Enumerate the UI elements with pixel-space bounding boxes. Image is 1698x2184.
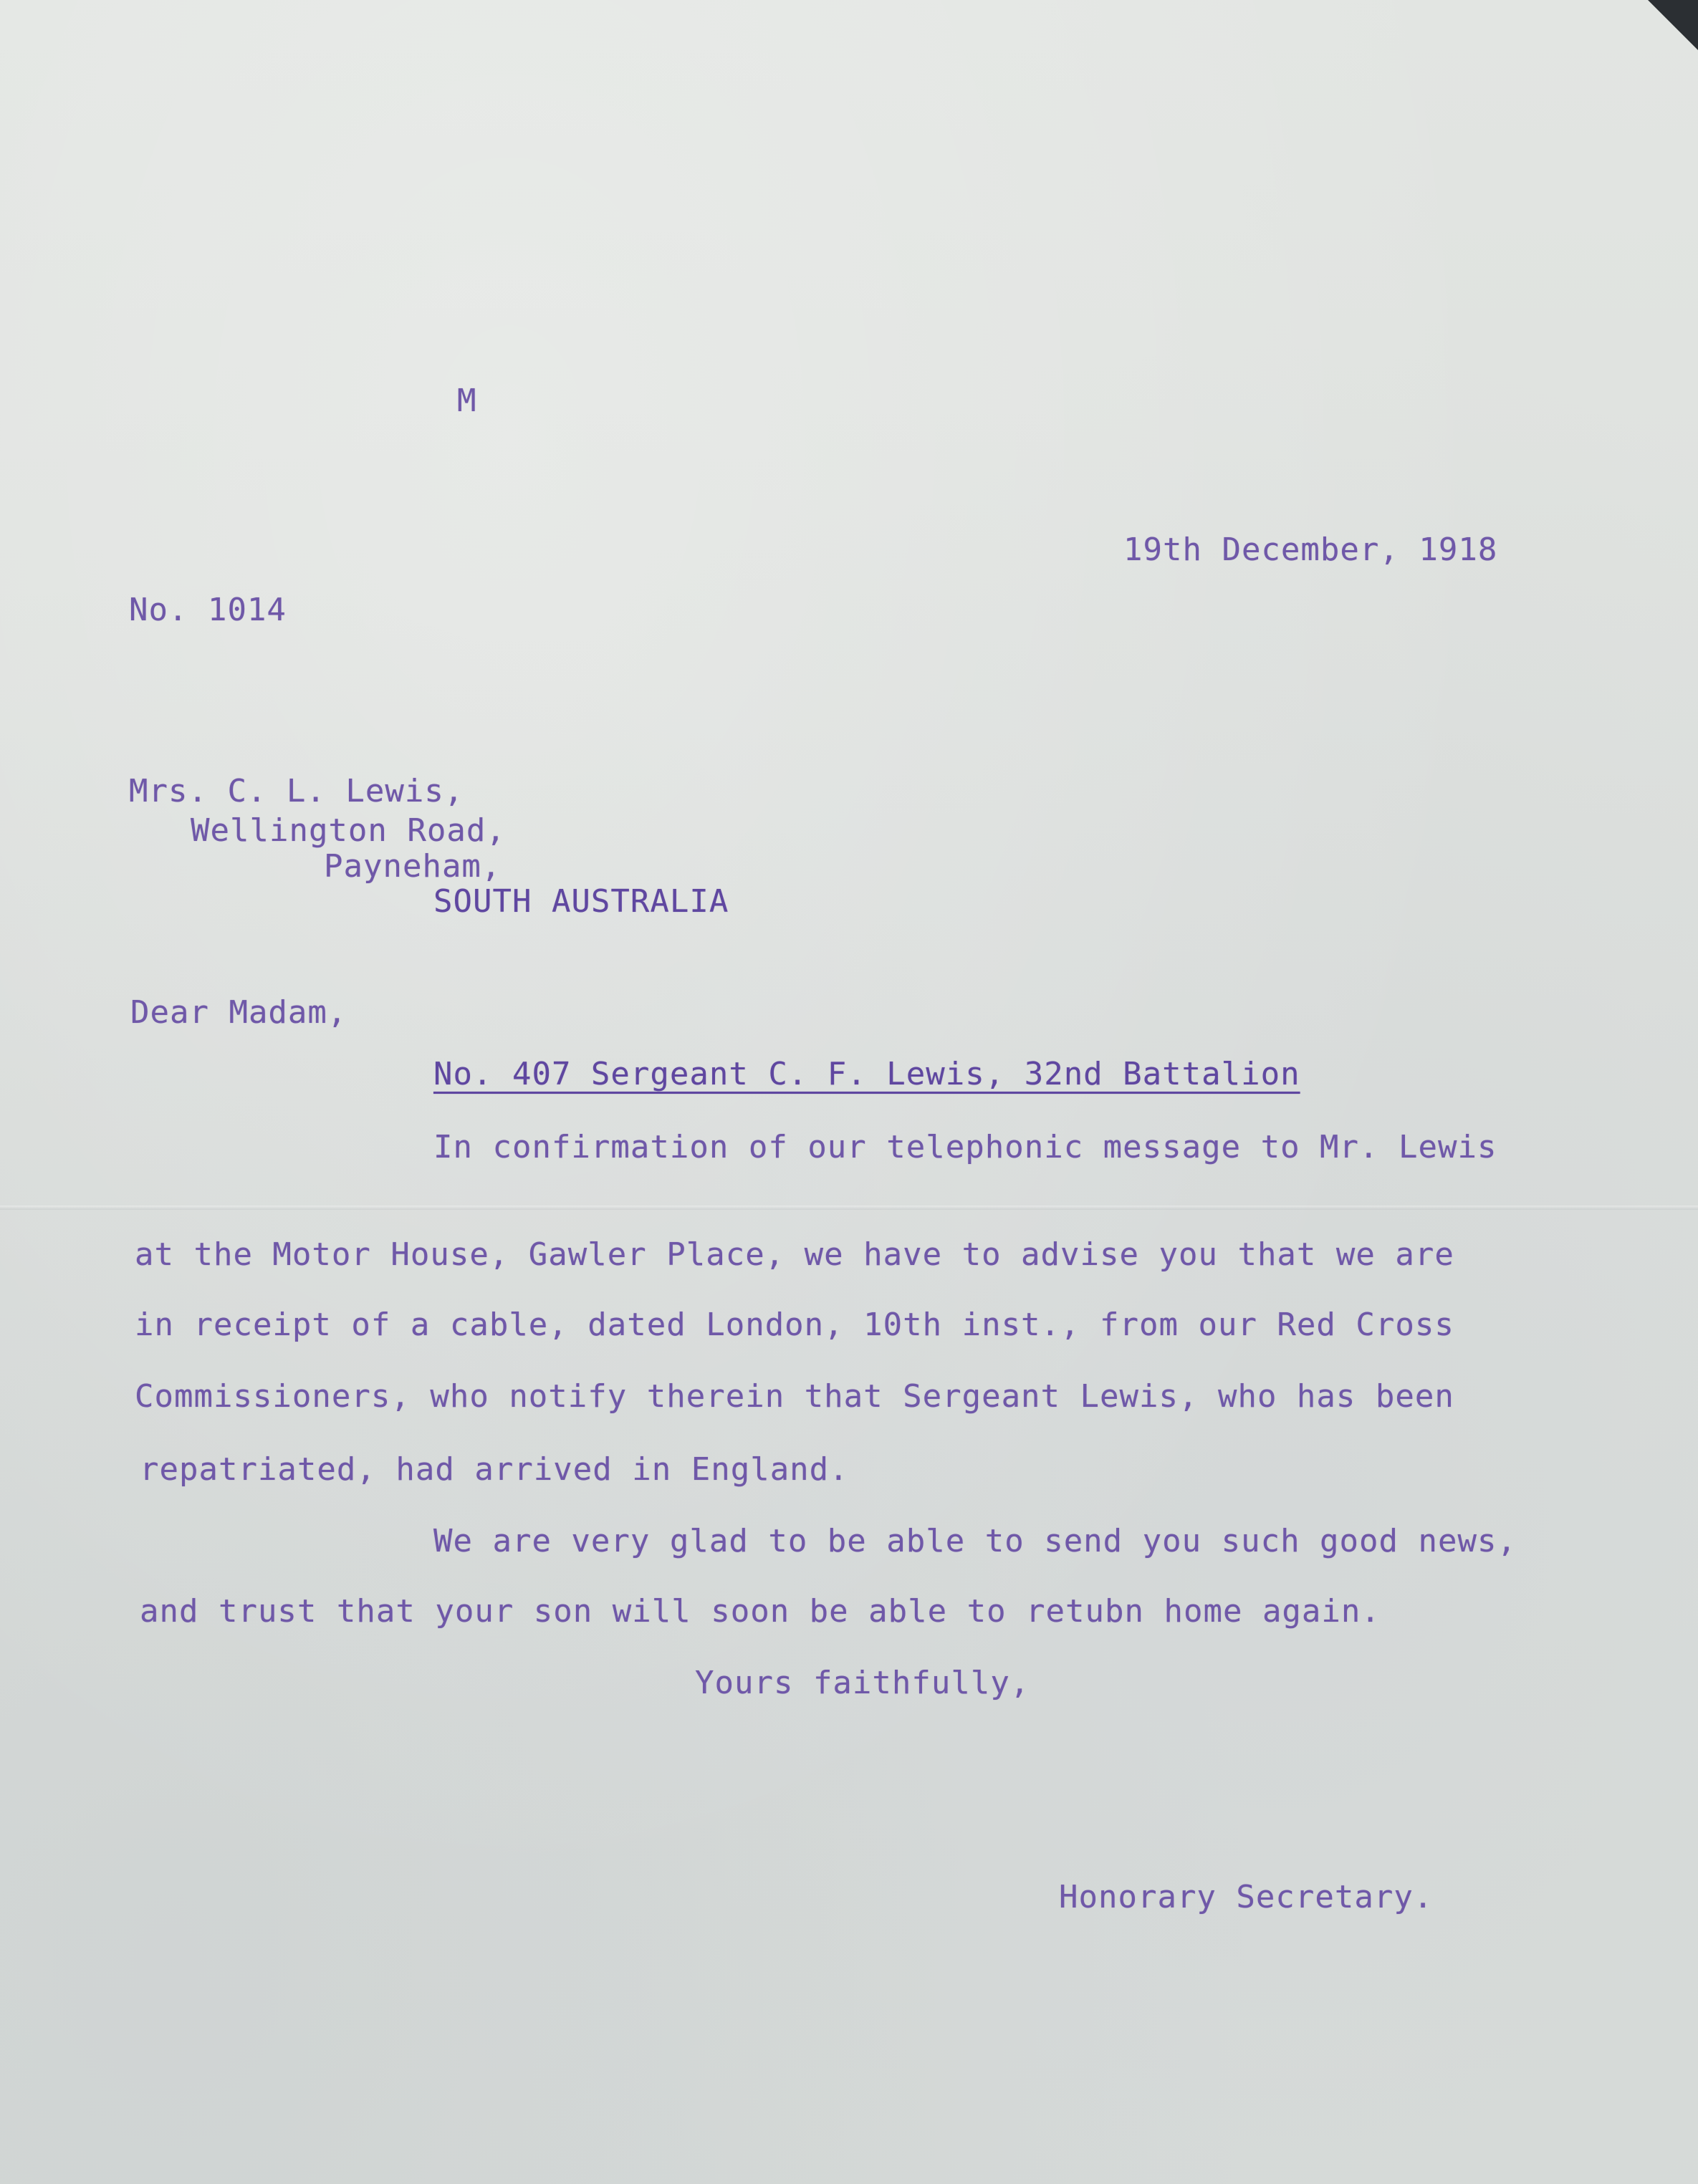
closing: Yours faithfully, <box>695 1665 1030 1701</box>
body-line: repatriated, had arrived in England. <box>140 1451 849 1488</box>
folded-corner <box>1648 0 1698 50</box>
body-line: and trust that your son will soon be able to retubn home again. <box>140 1593 1381 1630</box>
reference-number: No. 1014 <box>129 592 287 628</box>
paper-fold-line <box>0 1206 1698 1210</box>
body-line: at the Motor House, Gawler Place, we have to advise you that we are <box>135 1236 1454 1273</box>
salutation: Dear Madam, <box>130 994 347 1031</box>
letter-mark: M <box>457 383 477 419</box>
recipient-suburb: Payneham, <box>324 848 502 885</box>
body-line: in receipt of a cable, dated London, 10th inst., from our Red Cross <box>135 1307 1454 1343</box>
body-line: We are very glad to be able to send you such good news, <box>433 1523 1517 1559</box>
recipient-state: SOUTH AUSTRALIA <box>433 883 729 920</box>
recipient-name: Mrs. C. L. Lewis, <box>129 773 464 809</box>
subject-line: No. 407 Sergeant C. F. Lewis, 32nd Battalion <box>433 1056 1300 1092</box>
body-line: Commissioners, who notify therein that Sergeant Lewis, who has been <box>135 1378 1454 1415</box>
recipient-street: Wellington Road, <box>191 812 506 849</box>
signatory-title: Honorary Secretary. <box>1059 1879 1434 1915</box>
letter-date: 19th December, 1918 <box>1123 531 1498 568</box>
body-line: In confirmation of our telephonic message to Mr. Lewis <box>433 1129 1497 1165</box>
